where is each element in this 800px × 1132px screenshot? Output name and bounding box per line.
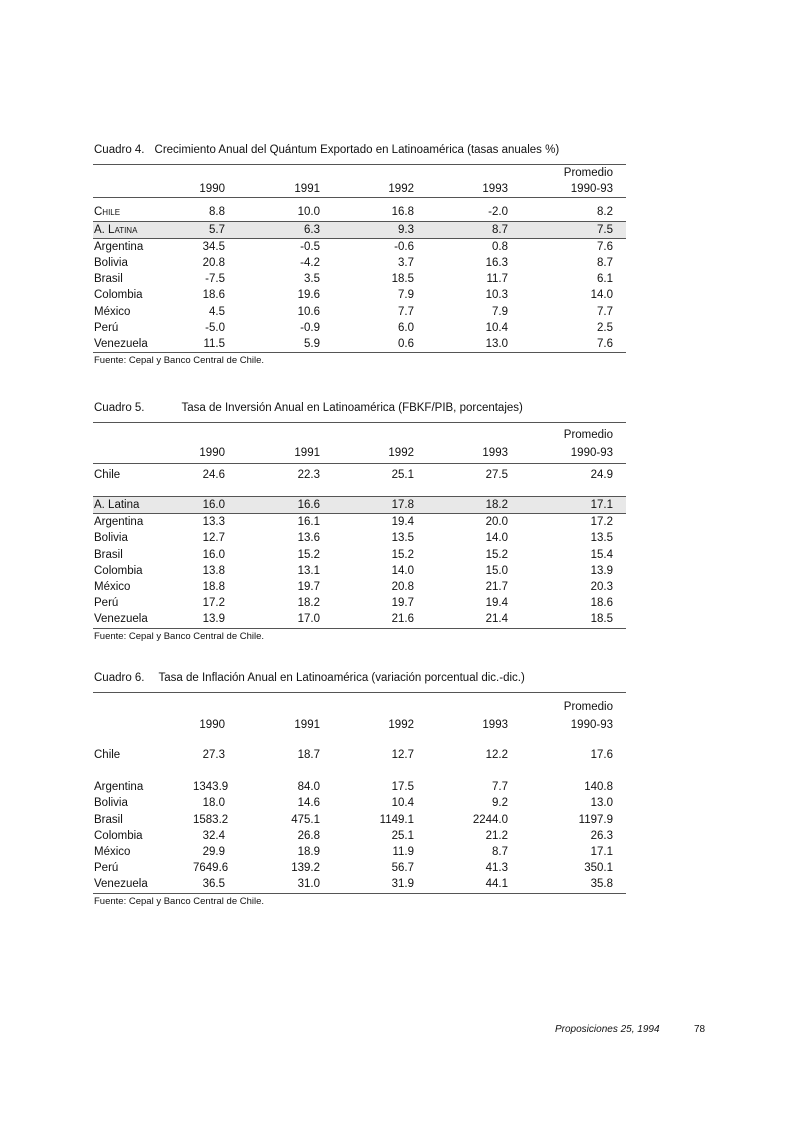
table-row — [93, 271, 626, 287]
table-row — [93, 876, 626, 893]
cell: 10.3 — [485, 289, 508, 302]
cell: 10.4 — [391, 797, 414, 810]
cell: 17.1 — [590, 846, 613, 859]
cell: 15.2 — [485, 548, 508, 561]
cell: 13.5 — [590, 532, 613, 545]
cell: 6.0 — [398, 321, 414, 334]
cell: 7.6 — [597, 240, 613, 253]
header-row — [93, 181, 626, 198]
cell: 25.1 — [391, 829, 414, 842]
cell: 26.8 — [297, 829, 320, 842]
column-header: 1990 — [199, 718, 225, 731]
cell: 18.9 — [297, 846, 320, 859]
column-header: 1990 — [193, 181, 238, 198]
column-header: 1990-93 — [521, 443, 626, 464]
cell: 17.0 — [238, 611, 333, 628]
row-label: Colombia — [94, 829, 143, 842]
table-row — [93, 844, 626, 860]
cell: 9.3 — [333, 221, 427, 238]
cell: 41.3 — [485, 862, 508, 875]
cell: 21.4 — [427, 611, 521, 628]
table-source-note: Fuente: Cepal y Banco Central de Chile. — [94, 895, 265, 907]
table-row — [93, 336, 626, 353]
cell: 24.6 — [202, 468, 225, 481]
cell: 13.3 — [202, 516, 225, 529]
table-row — [93, 238, 626, 255]
cell: 7.6 — [521, 336, 626, 353]
table-caption — [94, 143, 626, 157]
cell: -5.0 — [205, 321, 225, 334]
column-header: 1990 — [193, 443, 238, 464]
table-row — [93, 595, 626, 611]
row-label: México — [94, 846, 131, 859]
table-label: Cuadro 6. — [94, 672, 145, 684]
cell: 17.6 — [590, 749, 613, 761]
cell: 475.1 — [291, 813, 320, 826]
header-row-top — [93, 693, 626, 716]
table-row — [93, 563, 626, 579]
row-label: Bolivia — [94, 532, 128, 545]
row-label: Venezuela — [93, 876, 193, 893]
cell: 19.7 — [391, 597, 414, 610]
table-row — [93, 812, 626, 828]
row-label: México — [94, 305, 131, 318]
cell: 15.4 — [590, 548, 613, 561]
table-cuadro-6 — [93, 671, 626, 907]
cell: 17.2 — [590, 516, 613, 529]
cell: 29.9 — [202, 846, 225, 859]
table-row — [93, 464, 626, 487]
header-row-top — [93, 423, 626, 444]
cell: 8.7 — [492, 846, 508, 859]
cell: 2244.0 — [472, 813, 508, 826]
cell: 31.9 — [333, 876, 427, 893]
column-header: Promedio — [563, 700, 613, 713]
cell: 18.6 — [202, 289, 225, 302]
cell: 18.6 — [590, 597, 613, 610]
cell: 350.1 — [584, 862, 613, 875]
column-header: 1990-93 — [521, 181, 626, 198]
cell: 10.0 — [297, 206, 320, 219]
cell: 2.5 — [597, 321, 613, 334]
table-row — [93, 514, 626, 531]
cell: 7.7 — [492, 781, 508, 794]
cell: 1583.2 — [193, 813, 229, 826]
row-label: Colombia — [94, 289, 143, 302]
cell: 1149.1 — [379, 813, 414, 826]
column-header: 1992 — [333, 443, 427, 464]
cell: 13.9 — [590, 564, 613, 577]
cell: 16.8 — [391, 206, 414, 219]
cell: 17.1 — [521, 497, 626, 514]
cell: 27.5 — [485, 468, 508, 481]
cell: 12.2 — [485, 749, 508, 761]
cell: 21.6 — [333, 611, 427, 628]
cell: -2.0 — [488, 206, 508, 219]
cell: 18.0 — [202, 797, 225, 810]
cell: 3.7 — [398, 257, 414, 270]
cell: 18.5 — [521, 611, 626, 628]
cell: 139.2 — [291, 862, 320, 875]
column-header: Promedio — [563, 428, 613, 441]
row-label: Brasil — [94, 548, 123, 561]
cell: 11.7 — [486, 273, 508, 286]
cell: -0.6 — [394, 240, 414, 253]
table-source-note: Fuente: Cepal y Banco Central de Chile. — [94, 630, 265, 642]
cell: 16.0 — [193, 497, 238, 514]
cell: 32.4 — [202, 829, 225, 842]
header-row — [93, 443, 626, 464]
cell: 17.8 — [333, 497, 427, 514]
cell: 16.1 — [297, 516, 320, 529]
cell: 14.6 — [297, 797, 320, 810]
cell: 7.7 — [398, 305, 414, 318]
cell: 18.8 — [202, 581, 225, 594]
cell: 17.2 — [202, 597, 225, 610]
row-label: Venezuela — [93, 336, 193, 353]
cell: 6.1 — [597, 273, 613, 286]
column-header: 1993 — [427, 181, 521, 198]
row-label: Brasil — [94, 813, 123, 826]
cell: 56.7 — [391, 862, 414, 875]
table-row — [93, 860, 626, 876]
cell: 8.8 — [209, 206, 225, 219]
cell: 34.5 — [202, 240, 225, 253]
cell: 24.9 — [590, 468, 613, 481]
cell: 140.8 — [584, 781, 613, 794]
cell: 12.7 — [202, 532, 225, 545]
cell: 35.8 — [521, 876, 626, 893]
row-label: A. Latina — [93, 221, 193, 238]
cell: 44.1 — [427, 876, 521, 893]
table-row — [93, 779, 626, 795]
table-row — [93, 795, 626, 811]
table-source-note: Fuente: Cepal y Banco Central de Chile. — [94, 355, 265, 367]
row-label: Argentina — [94, 781, 144, 794]
journal-footer: Proposiciones 25, 1994 — [555, 1024, 660, 1035]
column-header: 1991 — [238, 181, 333, 198]
cell: 27.3 — [202, 749, 225, 761]
cell: 15.2 — [297, 548, 320, 561]
cell: 8.7 — [597, 257, 613, 270]
column-header: 1990-93 — [570, 718, 613, 731]
cell: 13.0 — [427, 336, 521, 353]
table-row-highlight — [93, 497, 626, 514]
table-row — [93, 304, 626, 320]
data-table — [93, 164, 626, 353]
cell: 14.0 — [485, 532, 508, 545]
row-label: Perú — [94, 321, 119, 334]
cell: 1197.9 — [578, 813, 613, 826]
cell: 7.9 — [492, 305, 508, 318]
cell: 3.5 — [304, 273, 320, 286]
cell: 7.7 — [597, 305, 613, 318]
cell: 16.3 — [485, 257, 508, 270]
table-caption — [94, 401, 626, 415]
cell: 26.3 — [590, 829, 613, 842]
cell: 19.4 — [391, 516, 414, 529]
cell: 18.2 — [427, 497, 521, 514]
cell: 20.0 — [485, 516, 508, 529]
table-cuadro-4 — [93, 143, 626, 366]
row-label: Chile — [94, 749, 121, 761]
cell: 14.0 — [391, 564, 414, 577]
cell: 10.6 — [297, 305, 320, 318]
row-label: Argentina — [94, 516, 144, 529]
column-header: 1991 — [238, 443, 333, 464]
column-header: 1993 — [482, 718, 508, 731]
cell: 11.5 — [193, 336, 238, 353]
cell: 15.0 — [485, 564, 508, 577]
table-row — [93, 547, 626, 563]
table-title: Crecimiento Anual del Quántum Exportado en Latinoamérica (tasas anuales %) — [154, 144, 560, 156]
cell: 11.9 — [392, 846, 414, 859]
cell: 5.9 — [238, 336, 333, 353]
cell: 4.5 — [209, 305, 225, 318]
cell: -4.2 — [300, 257, 320, 270]
cell: 7.9 — [398, 289, 414, 302]
cell: 7649.6 — [193, 862, 229, 875]
cell: 12.7 — [391, 749, 414, 761]
row-label: Chile — [94, 206, 121, 219]
cell: 13.5 — [391, 532, 414, 545]
cell: 18.7 — [297, 749, 320, 761]
table-row — [93, 747, 626, 763]
column-header: 1993 — [427, 443, 521, 464]
cell: 20.3 — [590, 581, 613, 594]
cell: -0.9 — [300, 321, 320, 334]
cell: -7.5 — [205, 273, 225, 286]
cell: 9.2 — [492, 797, 508, 810]
cell: 16.6 — [238, 497, 333, 514]
table-title: Tasa de Inversión Anual en Latinoamérica (FBKF/PIB, porcentajes) — [181, 402, 523, 414]
table-row — [93, 320, 626, 336]
row-label: Argentina — [94, 240, 144, 253]
cell: 16.0 — [202, 548, 225, 561]
cell: 31.0 — [238, 876, 333, 893]
cell: 13.9 — [193, 611, 238, 628]
cell: -0.5 — [300, 240, 320, 253]
row-label: Venezuela — [93, 611, 193, 628]
cell: 21.7 — [485, 581, 508, 594]
cell: 19.7 — [297, 581, 320, 594]
table-row — [93, 611, 626, 628]
row-label: Bolivia — [94, 797, 128, 810]
row-label: Colombia — [94, 564, 143, 577]
row-label: Bolivia — [94, 257, 128, 270]
table-row — [93, 530, 626, 546]
column-header: 1992 — [388, 718, 414, 731]
cell: 84.0 — [297, 781, 320, 794]
cell: 7.5 — [521, 221, 626, 238]
cell: 18.2 — [297, 597, 320, 610]
column-header: 1991 — [294, 718, 320, 731]
cell: 6.3 — [238, 221, 333, 238]
cell: 19.4 — [485, 597, 508, 610]
row-label: A. Latina — [93, 497, 193, 514]
row-label: Brasil — [94, 273, 123, 286]
column-header: 1992 — [333, 181, 427, 198]
data-table — [93, 422, 626, 629]
cell: 0.8 — [492, 240, 508, 253]
row-label: Perú — [94, 597, 119, 610]
cell: 8.7 — [427, 221, 521, 238]
table-caption — [94, 671, 626, 685]
page-number: 78 — [694, 1024, 706, 1035]
row-label: Chile — [94, 469, 121, 481]
table-label: Cuadro 5. — [94, 402, 145, 414]
table-row — [93, 287, 626, 303]
cell: 20.8 — [202, 257, 225, 270]
cell: 17.5 — [391, 781, 414, 794]
cell: 5.7 — [193, 221, 238, 238]
cell: 13.6 — [297, 532, 320, 545]
cell: 22.3 — [297, 468, 320, 481]
cell: 15.2 — [391, 548, 414, 561]
data-table — [93, 692, 626, 894]
header-row-top — [93, 165, 626, 182]
table-row — [93, 828, 626, 844]
cell: 19.6 — [297, 289, 320, 302]
cell: 8.2 — [597, 206, 613, 219]
cell: 1343.9 — [193, 781, 229, 794]
header-row — [93, 715, 626, 735]
cell: 21.2 — [485, 829, 508, 842]
cell: 36.5 — [193, 876, 238, 893]
cell: 13.1 — [297, 564, 320, 577]
table-row — [93, 204, 626, 221]
table-row — [93, 255, 626, 271]
cell: 14.0 — [590, 289, 613, 302]
table-label: Cuadro 4. — [94, 144, 145, 156]
cell: 13.8 — [202, 564, 225, 577]
cell: 13.0 — [590, 797, 613, 810]
cell: 25.1 — [391, 468, 414, 481]
table-row-highlight — [93, 221, 626, 238]
column-header: Promedio — [563, 167, 613, 179]
row-label: Perú — [94, 862, 119, 875]
table-row — [93, 579, 626, 595]
cell: 20.8 — [391, 581, 414, 594]
table-title: Tasa de Inflación Anual en Latinoamérica (variación porcentual dic.-dic.) — [158, 672, 525, 684]
cell: 18.5 — [391, 273, 414, 286]
table-cuadro-5 — [93, 401, 626, 642]
cell: 0.6 — [333, 336, 427, 353]
row-label: México — [94, 581, 131, 594]
cell: 10.4 — [485, 321, 508, 334]
